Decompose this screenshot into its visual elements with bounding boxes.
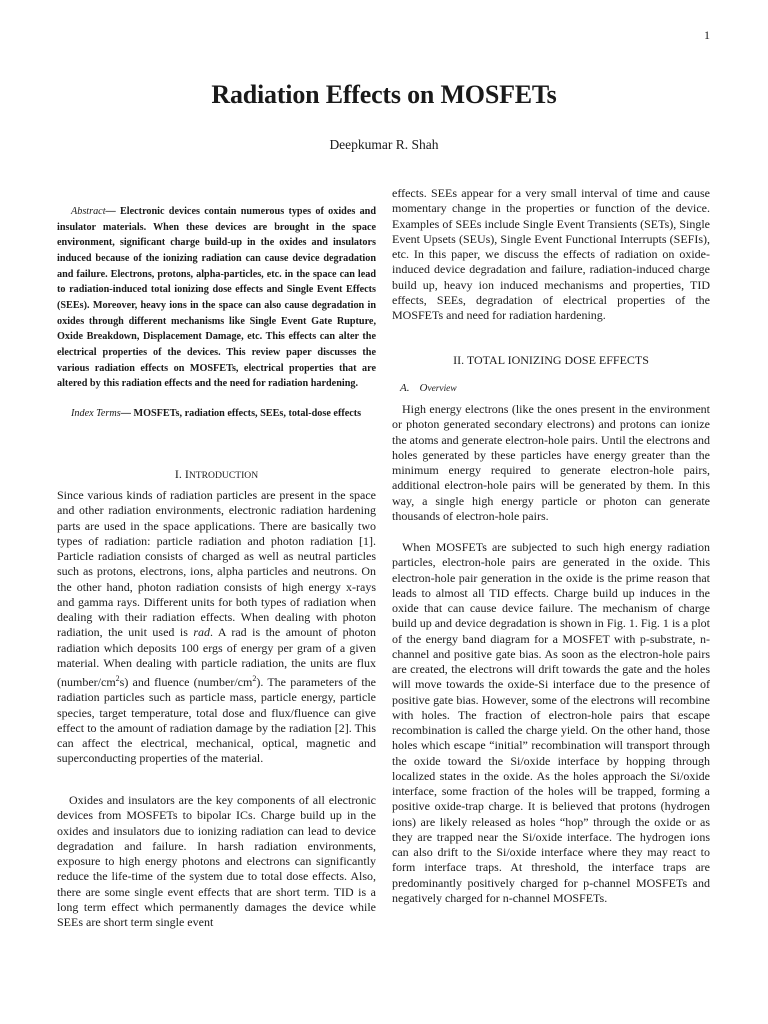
index-terms-text: MOSFETs, radiation effects, SEEs, total-dose effects — [133, 408, 362, 419]
section-first-letter: I — [184, 467, 189, 481]
section-heading-introduction — [57, 467, 376, 482]
intro-paragraph-2: Oxides and insulators are the key components of all electronic devices from MOSFETs to bipolar ICs. Charge build up in the oxides and insulators due to ionizing radiation can lead to device degradation and failure. In harsh radiation environments, exposure to high energy photons and electrons can significantly reduce the life-time of the system due to total dose effects. Also, there are some single event effects that are short term. TID is a long term effect which permanently damages the device while SEEs are short term single event — [57, 793, 376, 929]
intro-p1-part1: Since various kinds of radiation particles are present in the space and other radiation environments, electronic radiation hardening parts are used in the space applications. There are basically two types of radiation: particle radiation and photon radiation [1]. Particle radiation consists of charged as well as neutral particles such as protons, electrons, ions, alpha particles and neutrons. On the other hand, photon radiation consists of high energy x-rays and gamma rays. Different units for both types of radiation when dealing with their radiation effects. When dealing with photon radiation, the unit used is — [57, 488, 376, 640]
intro-p1-part4: ). The parameters of the radiation particles such as particle mass, particle energy, particle species, target temperature, total dose and flux/fluence can give effect to the amount of radiation damage by the radiation [2]. This can affect the electrical, mechanical, optical, magnetic and superconducting properties of the material. — [57, 675, 377, 766]
section-title-rest: NTRODUCTION — [188, 470, 259, 481]
index-terms-dash: — — [120, 408, 134, 419]
abstract-dash: — — [105, 206, 121, 217]
subsection-title-rest: verview — [427, 384, 457, 394]
intro-p1-part3: s) and fluence (number/cm — [119, 675, 253, 689]
intro-p1-sup1: 2 — [115, 674, 120, 683]
abstract — [57, 204, 376, 392]
section2-number: II. — [453, 353, 465, 367]
index-terms — [57, 406, 376, 422]
abstract-label: Abstract — [71, 206, 106, 217]
subsection-first-letter: O — [419, 382, 428, 394]
paper-title: Radiation Effects on MOSFETs — [211, 80, 557, 109]
author-name: Deepkumar R. Shah — [329, 137, 439, 152]
section-number: I. — [174, 467, 182, 481]
intro-p1-sup2: 2 — [252, 674, 257, 683]
index-terms-label: Index Terms — [71, 408, 121, 419]
subsection-number: A. — [400, 382, 410, 394]
right-paragraph-1: effects. SEEs appear for a very small interval of time and cause momentary change in the properties or function of the device. Examples of SEEs include Single Event Transients (SETs), Single Event Upsets (SEUs), Single Event Functional Interrupts (SEFIs), etc. In this paper, we discuss the effects of radiation on oxide-induced device degradation and failure, radiation-induced charge build up, heavy ion induced mechanisms and properties, TID effects, SEEs, degradation of electrical properties of the MOSFETs and need for radiation hardening. — [392, 186, 710, 322]
section-heading-tid — [392, 353, 710, 368]
abstract-text: Electronic devices contain numerous types of oxides and insulator materials. When these devices are brought in the space environment, significant charge build-up in the oxides and insulators induced because of the ionizing radiation can cause device degradation and failure. Electrons, protons, alpha-particles, etc. in the space can lead to radiation-induced total ionizing dose effects and Single Event Effects (SEEs). Moreover, heavy ions in the space can also cause degradation in oxides through different mechanisms like Single Event Gate Rupture, Oxide Breakdown, Displacement Damage, etc. This effects can alter the electrical properties of the devices. This review paper discusses the various radiation effects on MOSFETs, electrical properties that are altered by this radiation effects and the need for radiation hardening. — [57, 206, 377, 390]
intro-p1-part2: . A rad is the amount of photon radiation which deposits 100 ergs of energy per gram of a given material. When dealing with particle radiation, the units are flux (number/cm — [57, 625, 377, 689]
overview-paragraph-1: High energy electrons (like the ones present in the environment or photon generated secondary electrons) and protons can ionize the atoms and generate electron-hole pairs. Until the electrons and holes generated by these particles have energy greater than the minimum energy required to generate electron-hole pairs, additional electron-hole pairs will be generated by them. In this way, a single high energy particle or photon can generate thousands of electron-hole pairs. — [392, 402, 710, 523]
intro-p1-rad: rad — [193, 625, 211, 640]
intro-paragraph-1 — [57, 488, 376, 767]
overview-paragraph-2: When MOSFETs are subjected to such high energy radiation particles, electron-hole pairs are generated in the oxide. This electron-hole pair generation in the oxide is the prime reason that leads to almost all TID effects. Charge build up induces in the oxide that can cause device failure. The mechanism of charge build up and device degradation is shown in Fig. 1. Fig. 1 is a plot of the energy band diagram for a MOSFET with p-substrate, n-channel and positive gate bias. As soon as the electron-hole pairs are created, the electrons will drift towards the gate and the holes will move towards the oxide-Si interface due to the presence of positive gate bias. However, some of the electrons will recombine with holes. The fraction of electron-hole pairs that escape recombination is called the charge yield. On the other hand, those holes which escape “initial” recombination will transport through the oxide toward the Si/oxide interface by hopping through localized states in the oxide. As the holes approach the Si/oxide interface, some fraction of the holes will be trapped, forming a positive oxide-trap charge. It is believed that protons (hydrogen ions) are likely released as holes “hop” through the oxide or as they are trapped near the Si/oxide interface. The hydrogen ions can also drift to the Si/oxide interface where they may react to form interface traps. At threshold, the interface traps are predominantly positively charged for p-channel MOSFETs and negatively charged for n-channel MOSFETs. — [392, 540, 710, 905]
section2-title: TOTAL IONIZING DOSE EFFECTS — [466, 353, 649, 367]
subsection-heading-overview — [400, 382, 457, 394]
page-number: 1 — [704, 28, 710, 42]
